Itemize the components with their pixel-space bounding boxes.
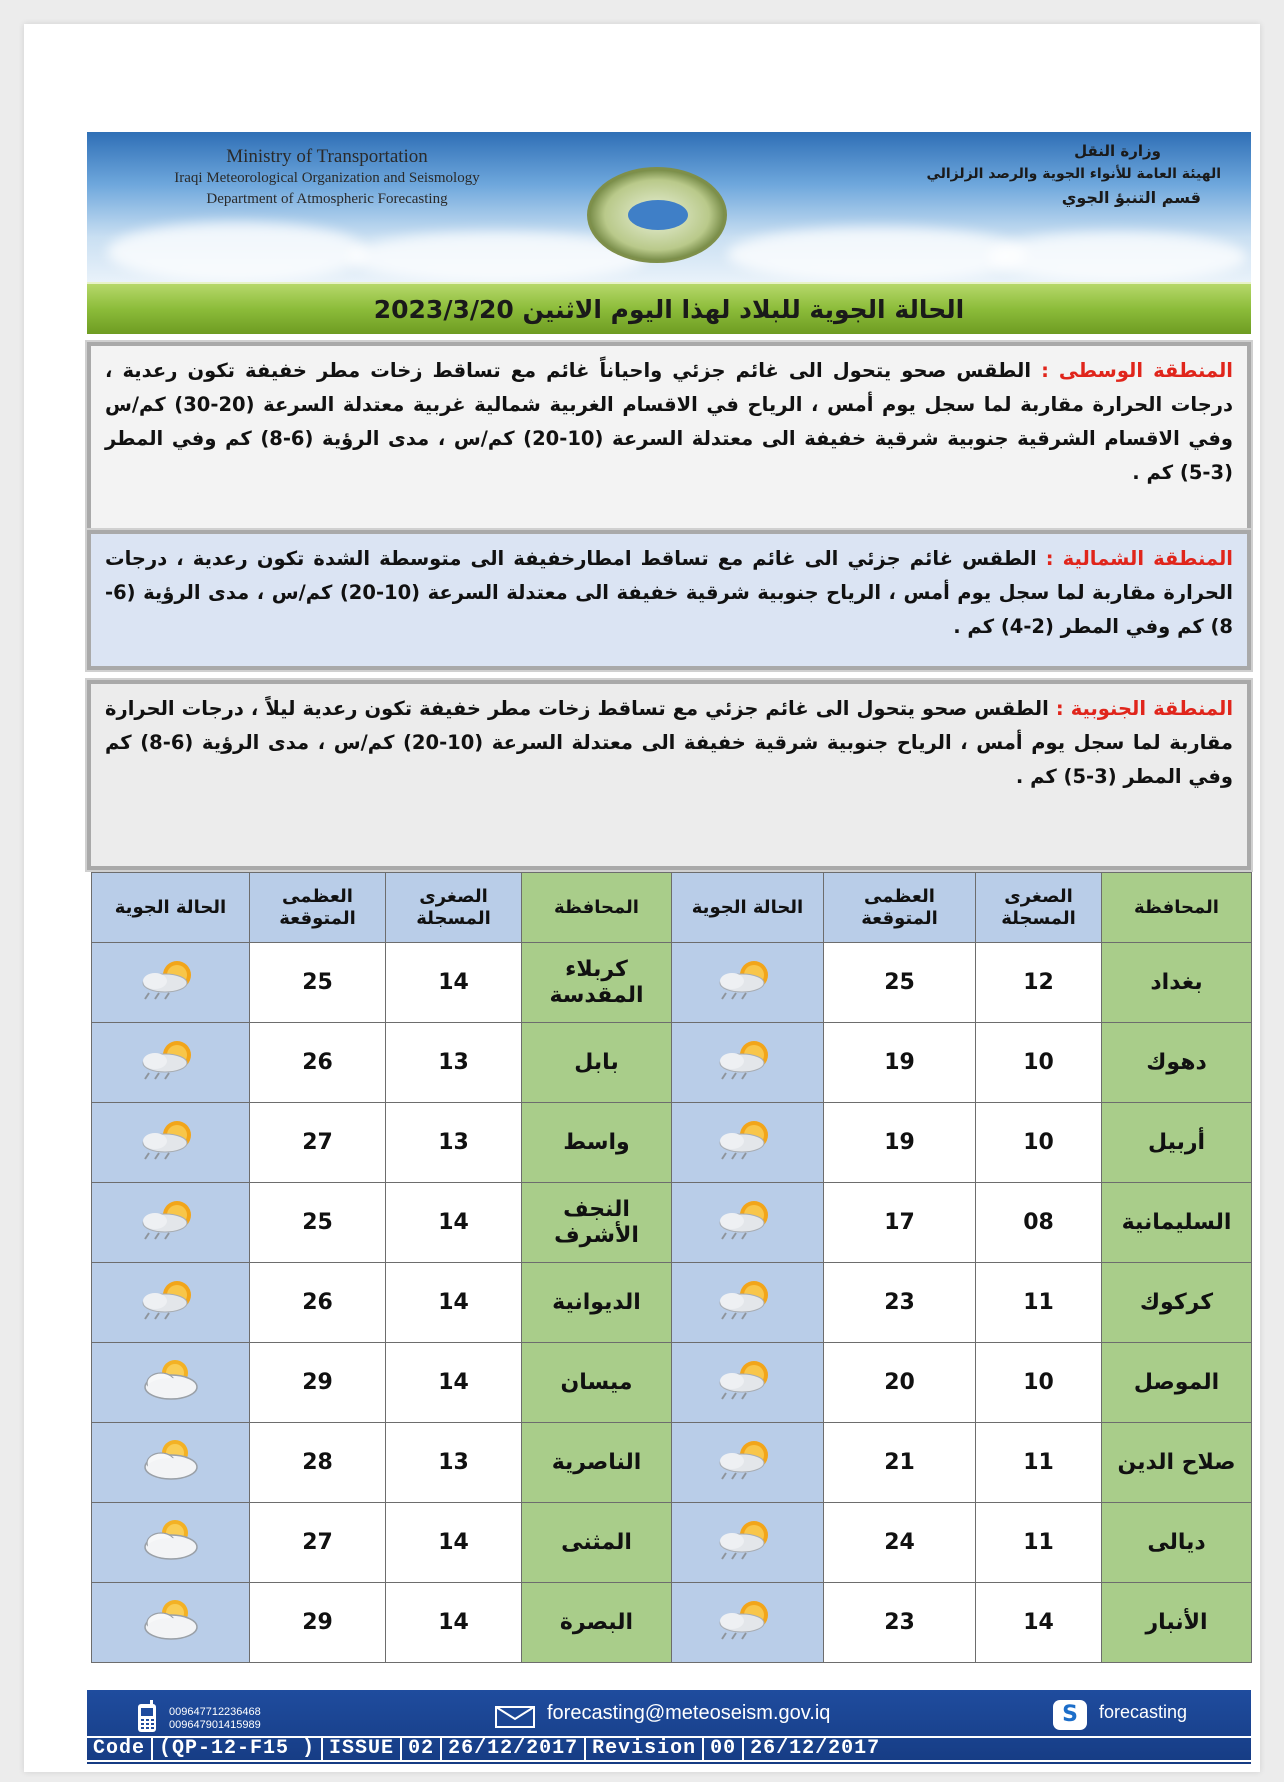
revision-value: 00 [704, 1738, 744, 1760]
phone-icon [135, 1700, 159, 1734]
organization-logo [587, 167, 727, 263]
min-recorded-cell: 14 [386, 1183, 522, 1263]
region-south-name: المنطقة الجنوبية : [1055, 697, 1233, 720]
governorate-cell: البصرة [522, 1583, 672, 1663]
forecast-table [91, 872, 1252, 1663]
condition-cell [92, 943, 250, 1023]
condition-cell [672, 1103, 824, 1183]
skype-handle[interactable]: forecasting [1099, 1702, 1188, 1722]
condition-cell [672, 1263, 824, 1343]
max-expected-cell: 25 [250, 943, 386, 1023]
region-north [87, 530, 1251, 670]
max-expected-cell: 23 [824, 1263, 976, 1343]
table-row [92, 1103, 1252, 1183]
min-recorded-cell: 13 [386, 1103, 522, 1183]
sun-cloud-rain-icon [708, 1197, 788, 1243]
governorate-cell: المثنى [522, 1503, 672, 1583]
min-recorded-cell: 14 [386, 1583, 522, 1663]
condition-cell [92, 1503, 250, 1583]
min-recorded-cell: 10 [976, 1103, 1102, 1183]
governorate-cell: ميسان [522, 1343, 672, 1423]
document-code-bar [87, 1736, 1251, 1762]
table-row [92, 1423, 1252, 1503]
table-row [92, 1343, 1252, 1423]
table-row [92, 1183, 1252, 1263]
sun-cloud-rain-icon [708, 1117, 788, 1163]
code-value: (QP-12-F15 ) [153, 1738, 323, 1760]
condition-cell [92, 1423, 250, 1503]
condition-cell [672, 1583, 824, 1663]
phone-number-2: 009647901415989 [169, 1719, 261, 1731]
min-recorded-cell: 14 [386, 943, 522, 1023]
governorate-cell: بغداد [1102, 943, 1252, 1023]
governorate-cell: دهوك [1102, 1023, 1252, 1103]
region-central-text: الطقس صحو يتحول الى غائم جزئي واحياناً غائم مع تساقط زخات مطر خفيفة تكون رعدية ، درجات الحرارة مقاربة لما سجل يوم أمس ، الرياح في الاقسام الغربية شمالية غربية معتدلة السرعة (20-30) كم/س وفي الاقسام الشرقية جنوبية شرقية خفيفة الى معتدلة السرعة (10-20) كم/س ، مدى الرؤية (6-8) كم وفي المطر (3-5) كم . [105, 359, 1233, 484]
bulletin-title: الحالة الجوية للبلاد لهذا اليوم الاثنين 2023/3/20 [87, 282, 1251, 334]
region-central [87, 342, 1251, 538]
governorate-cell: كركوك [1102, 1263, 1252, 1343]
condition-cell [92, 1103, 250, 1183]
min-recorded-cell: 14 [386, 1343, 522, 1423]
min-recorded-cell: 08 [976, 1183, 1102, 1263]
header-governorate: المحافظة [522, 873, 672, 943]
max-expected-cell: 29 [250, 1583, 386, 1663]
organization-name-ar: الهيئة العامة للأنواء الجوية والرصد الزلزالي [926, 166, 1221, 182]
condition-cell [92, 1343, 250, 1423]
condition-cell [92, 1263, 250, 1343]
max-expected-cell: 19 [824, 1103, 976, 1183]
header-banner [87, 132, 1251, 282]
sun-cloud-rain-icon [708, 1517, 788, 1563]
min-recorded-cell: 11 [976, 1423, 1102, 1503]
bulletin-page [24, 24, 1260, 1772]
revision-date: 26/12/2017 [750, 1737, 881, 1760]
region-south [87, 680, 1251, 870]
partly-cloudy-icon [131, 1357, 211, 1403]
min-recorded-cell: 13 [386, 1023, 522, 1103]
sun-cloud-rain-icon [131, 957, 211, 1003]
min-recorded-cell: 14 [976, 1583, 1102, 1663]
header-english [117, 146, 537, 208]
max-expected-cell: 19 [824, 1023, 976, 1103]
contact-email[interactable]: forecasting@meteoseism.gov.iq [547, 1702, 831, 1724]
header-max-expected: العظمى المتوقعة [824, 873, 976, 943]
partly-cloudy-icon [131, 1437, 211, 1483]
condition-cell [672, 1423, 824, 1503]
department-name-ar: قسم التنبؤ الجوي [1061, 188, 1201, 207]
region-central-name: المنطقة الوسطى : [1041, 359, 1233, 382]
sun-cloud-rain-icon [708, 1277, 788, 1323]
condition-cell [672, 1503, 824, 1583]
region-north-text: الطقس غائم جزئي الى غائم مع تساقط امطارخفيفة الى متوسطة الشدة تكون رعدية ، درجات الحرارة مقاربة لما سجل يوم أمس ، الرياح جنوبية شرقية خفيفة الى معتدلة السرعة (10-20) كم/س ، مدى الرؤية (6-8) كم وفي المطر (2-4) كم . [105, 547, 1233, 638]
issue-label: ISSUE [323, 1738, 402, 1760]
governorate-cell: الديوانية [522, 1263, 672, 1343]
ministry-name-en: Ministry of Transportation [226, 146, 428, 167]
governorate-cell: أربيل [1102, 1103, 1252, 1183]
sun-cloud-rain-icon [131, 1277, 211, 1323]
region-south-text: الطقس صحو يتحول الى غائم جزئي مع تساقط زخات مطر خفيفة تكون رعدية ليلاً ، درجات الحرارة مقاربة لما سجل يوم أمس ، الرياح جنوبية شرقية خفيفة الى معتدلة السرعة (10-20) كم/س ، مدى الرؤية (6-8) كم وفي المطر (3-5) كم . [105, 697, 1234, 788]
sun-cloud-rain-icon [131, 1117, 211, 1163]
condition-cell [92, 1183, 250, 1263]
department-name-en: Department of Atmospheric Forecasting [206, 191, 448, 207]
partly-cloudy-icon [131, 1517, 211, 1563]
governorate-cell: الناصرية [522, 1423, 672, 1503]
sun-cloud-rain-icon [708, 957, 788, 1003]
governorate-cell: الأنبار [1102, 1583, 1252, 1663]
max-expected-cell: 26 [250, 1023, 386, 1103]
min-recorded-cell: 12 [976, 943, 1102, 1023]
max-expected-cell: 25 [824, 943, 976, 1023]
max-expected-cell: 26 [250, 1263, 386, 1343]
max-expected-cell: 25 [250, 1183, 386, 1263]
max-expected-cell: 27 [250, 1103, 386, 1183]
min-recorded-cell: 14 [386, 1503, 522, 1583]
min-recorded-cell: 10 [976, 1343, 1102, 1423]
max-expected-cell: 23 [824, 1583, 976, 1663]
organization-name-en: Iraqi Meteorological Organization and Seismology [174, 170, 480, 186]
table-row [92, 1023, 1252, 1103]
governorate-cell: النجف الأشرف [522, 1183, 672, 1263]
sun-cloud-rain-icon [708, 1437, 788, 1483]
phone-numbers [169, 1706, 261, 1732]
table-row [92, 1583, 1252, 1663]
header-arabic [821, 142, 1221, 207]
sun-cloud-rain-icon [131, 1197, 211, 1243]
ministry-name-ar: وزارة النقل [1074, 142, 1161, 160]
condition-cell [672, 1023, 824, 1103]
min-recorded-cell: 11 [976, 1263, 1102, 1343]
governorate-cell: صلاح الدين [1102, 1423, 1252, 1503]
max-expected-cell: 29 [250, 1343, 386, 1423]
header-max-expected: العظمى المتوقعة [250, 873, 386, 943]
condition-cell [672, 943, 824, 1023]
skype-icon: S [1053, 1700, 1087, 1730]
max-expected-cell: 21 [824, 1423, 976, 1503]
phone-number-1: 009647712236468 [169, 1706, 261, 1718]
header-condition: الحالة الجوية [92, 873, 250, 943]
min-recorded-cell: 14 [386, 1263, 522, 1343]
footer-bar [87, 1690, 1251, 1764]
governorate-cell: الموصل [1102, 1343, 1252, 1423]
region-north-name: المنطقة الشمالية : [1045, 547, 1233, 570]
max-expected-cell: 20 [824, 1343, 976, 1423]
table-row [92, 1503, 1252, 1583]
condition-cell [92, 1023, 250, 1103]
governorate-cell: بابل [522, 1023, 672, 1103]
min-recorded-cell: 11 [976, 1503, 1102, 1583]
table-row [92, 1263, 1252, 1343]
table-row [92, 943, 1252, 1023]
max-expected-cell: 28 [250, 1423, 386, 1503]
sun-cloud-rain-icon [708, 1037, 788, 1083]
issue-value: 02 [402, 1738, 442, 1760]
governorate-cell: ديالى [1102, 1503, 1252, 1583]
condition-cell [92, 1583, 250, 1663]
code-label: Code [87, 1738, 153, 1760]
condition-cell [672, 1183, 824, 1263]
header-min-recorded: الصغرى المسجلة [976, 873, 1102, 943]
table-header-row [92, 873, 1252, 943]
issue-date: 26/12/2017 [442, 1738, 586, 1760]
min-recorded-cell: 10 [976, 1023, 1102, 1103]
condition-cell [672, 1343, 824, 1423]
header-condition: الحالة الجوية [672, 873, 824, 943]
max-expected-cell: 17 [824, 1183, 976, 1263]
governorate-cell: واسط [522, 1103, 672, 1183]
governorate-cell: كربلاء المقدسة [522, 943, 672, 1023]
max-expected-cell: 24 [824, 1503, 976, 1583]
min-recorded-cell: 13 [386, 1423, 522, 1503]
governorate-cell: السليمانية [1102, 1183, 1252, 1263]
envelope-icon [495, 1706, 535, 1728]
sun-cloud-rain-icon [708, 1597, 788, 1643]
partly-cloudy-icon [131, 1597, 211, 1643]
header-governorate: المحافظة [1102, 873, 1252, 943]
sun-cloud-rain-icon [708, 1357, 788, 1403]
max-expected-cell: 27 [250, 1503, 386, 1583]
sun-cloud-rain-icon [131, 1037, 211, 1083]
revision-label: Revision [586, 1738, 704, 1760]
header-min-recorded: الصغرى المسجلة [386, 873, 522, 943]
